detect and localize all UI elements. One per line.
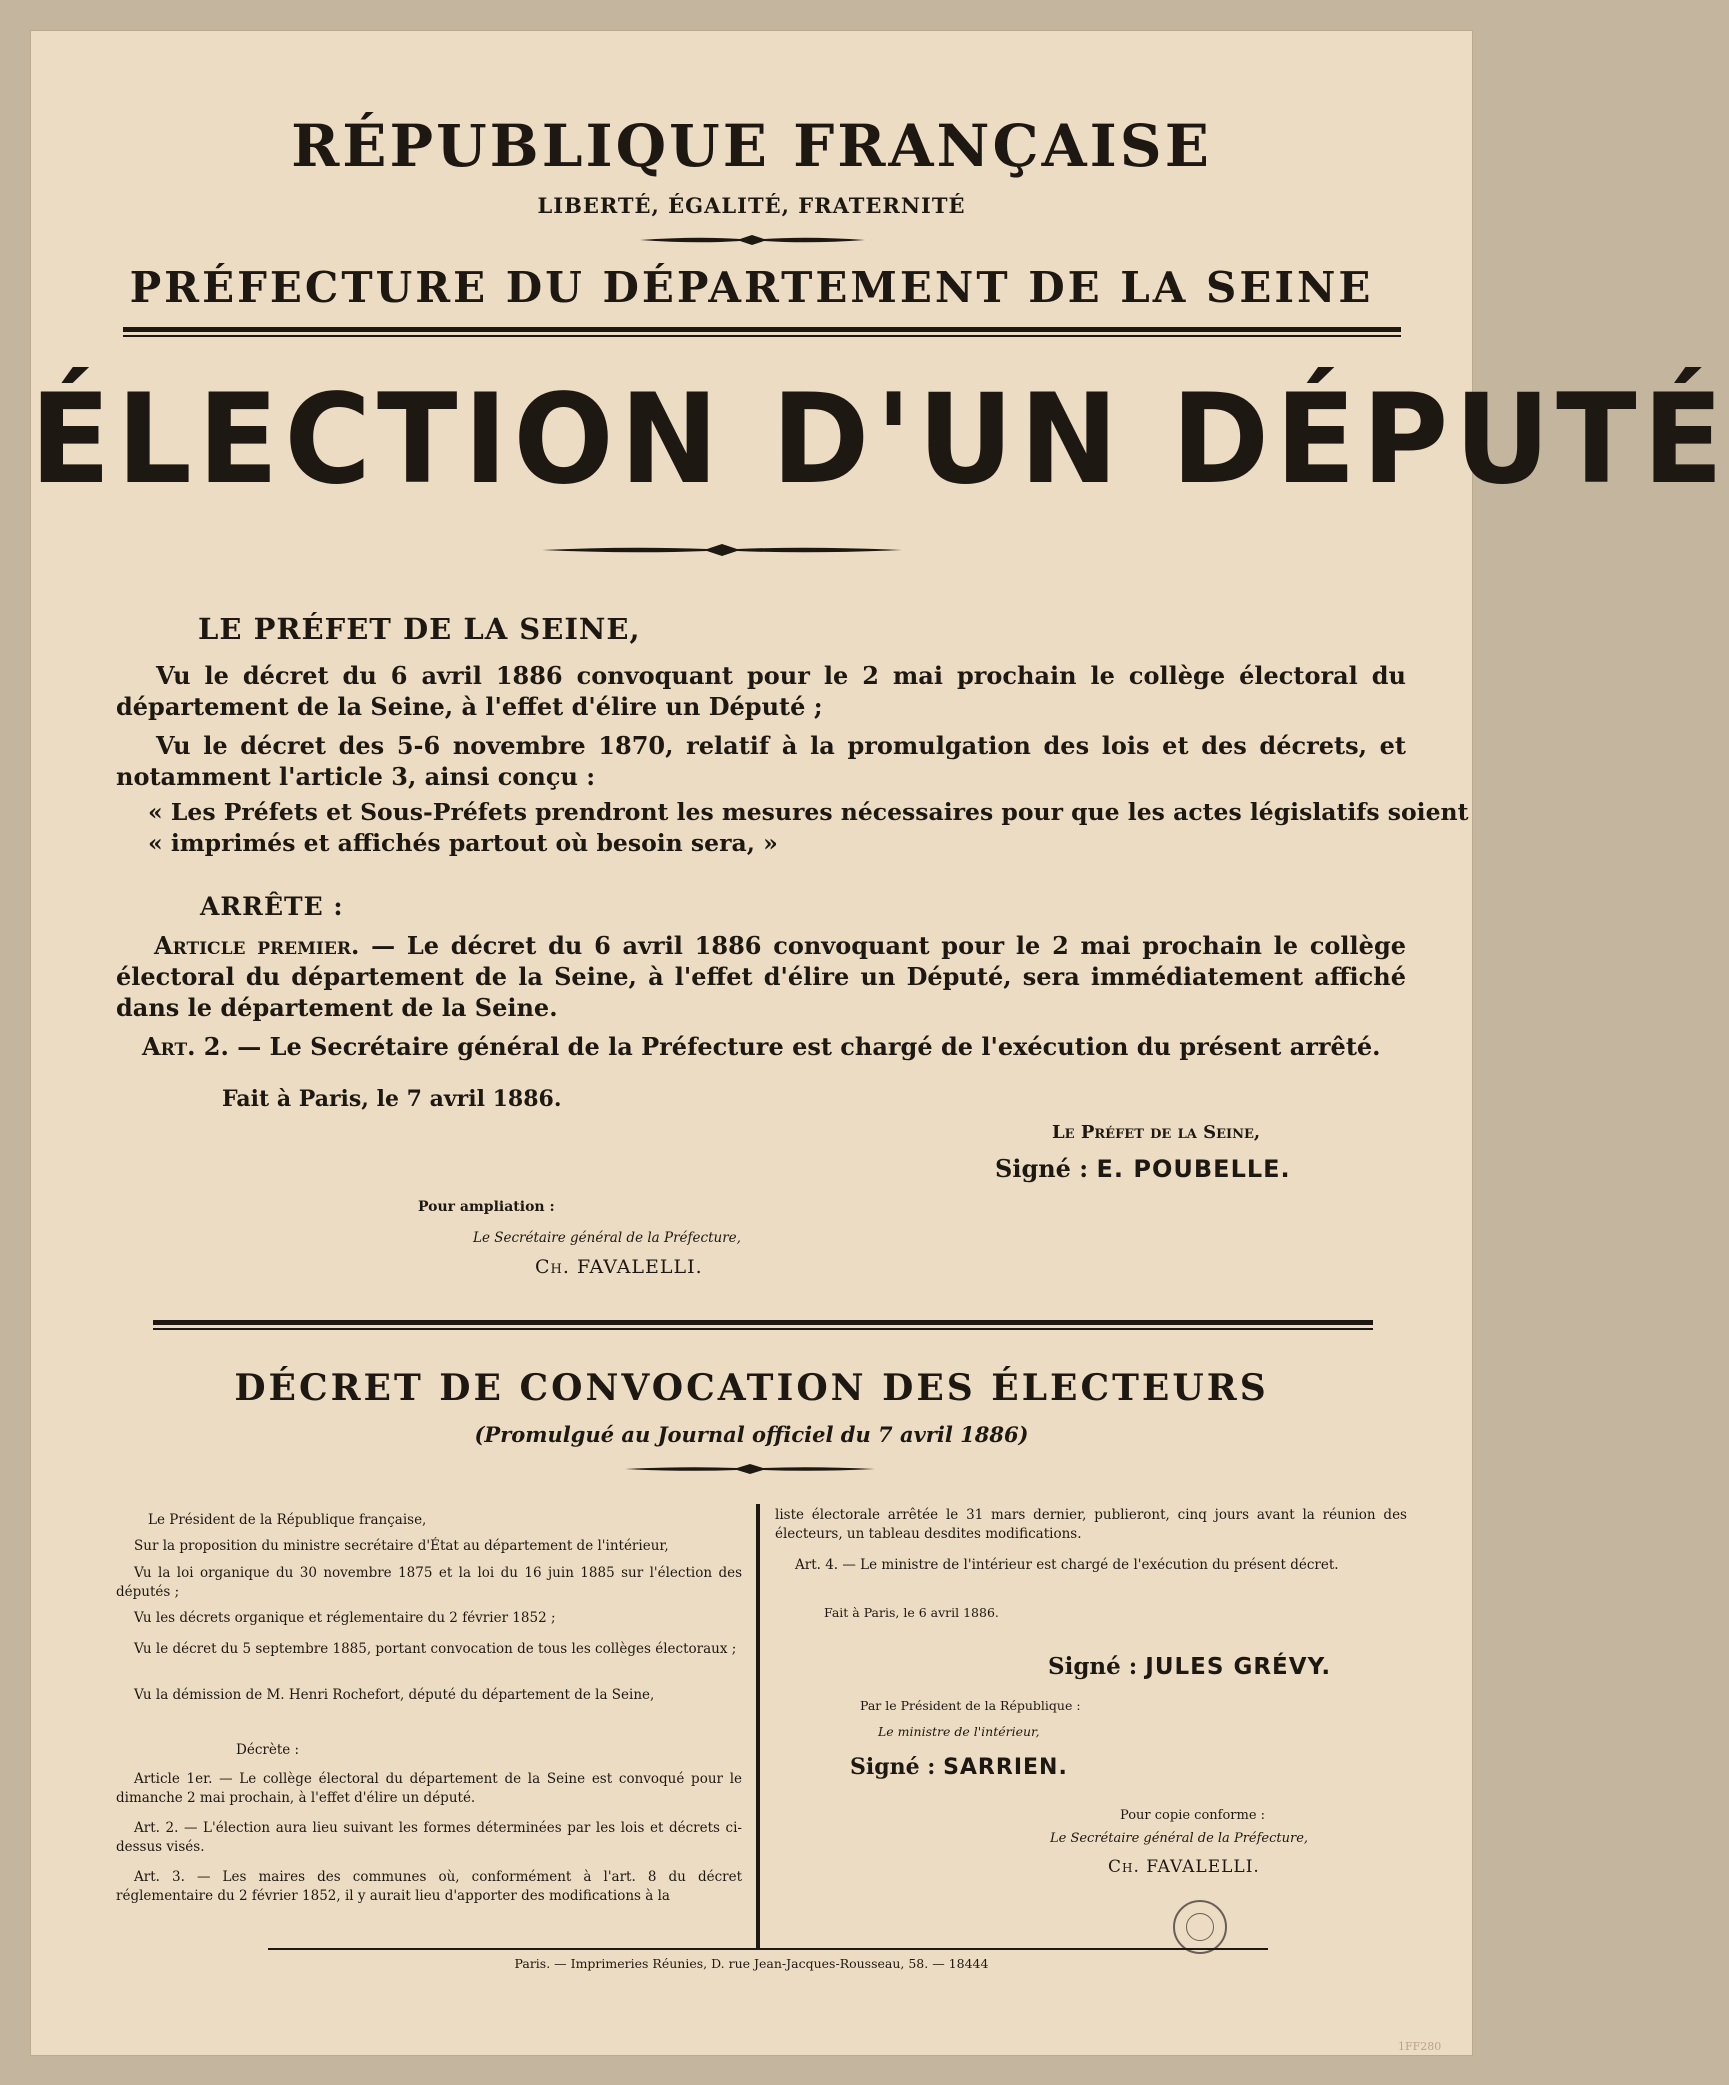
article-premier-label: Article premier.: [154, 931, 360, 960]
article-premier-text: — Le décret du 6 avril 1886 convoquant pour le 2 mai prochain le collège électoral du département de la Seine, à l'effet d'élire un Député, sera immédiatement affiché dans le département de la Seine.: [116, 931, 1406, 1022]
prefet-signature-title: Le Préfet de la Seine,: [1052, 1122, 1261, 1143]
decret-right-p1: liste électorale arrêtée le 31 mars dernier, publieront, cinq jours avant la réunion des électeurs, un tableau desdites modifications.: [775, 1507, 1407, 1542]
imprint-line: Paris. — Imprimeries Réunies, D. rue Jean-Jacques-Rousseau, 58. — 18444: [514, 1956, 989, 1971]
article-2: [142, 1032, 1381, 1061]
signe-label-grevy: Signé :: [1048, 1653, 1146, 1680]
archive-stamp: [1173, 1900, 1227, 1954]
footer-rule: [268, 1948, 1268, 1950]
decret-left-p4: Vu les décrets organique et réglementaire du 2 février 1852 ;: [134, 1610, 556, 1626]
secretaire-name-1: Ch. FAVALELLI.: [535, 1256, 703, 1278]
secretaire-title-1: Le Secrétaire général de la Préfecture,: [473, 1230, 741, 1246]
quote-line-2: « imprimés et affichés partout où besoin sera, »: [148, 829, 778, 857]
quote-line-1: « Les Préfets et Sous-Préfets prendront les mesures nécessaires pour que les actes législatifs soient: [148, 798, 1469, 826]
arrete-label: ARRÊTE :: [200, 892, 344, 921]
arrete-heading: LE PRÉFET DE LA SEINE,: [198, 612, 641, 646]
ornament-flourish-decret: [625, 1463, 875, 1475]
column-divider: [756, 1504, 760, 1950]
decret-left-p6: Vu la démission de M. Henri Rochefort, député du département de la Seine,: [134, 1687, 655, 1703]
archive-mark: 1FF280: [1398, 2040, 1442, 2053]
rule-thin-2: [153, 1328, 1373, 1330]
signature-name-grevy: JULES GRÉVY.: [1145, 1654, 1332, 1680]
poster: [30, 30, 1729, 2056]
decret-left-p5: Vu le décret du 5 septembre 1885, portant convocation de tous les collèges électoraux ;: [134, 1641, 737, 1657]
motto: LIBERTÉ, ÉGALITÉ, FRATERNITÉ: [537, 193, 966, 218]
decret-subtitle: (Promulgué au Journal officiel du 7 avril 1886): [474, 1422, 1029, 1447]
secretaire-title-2: Le Secrétaire général de la Préfecture,: [1050, 1831, 1309, 1846]
prefecture-heading: PRÉFECTURE DU DÉPARTEMENT DE LA SEINE: [129, 263, 1374, 312]
ministre-interieur: Le ministre de l'intérieur,: [878, 1724, 1040, 1739]
fait-date-decret: Fait à Paris, le 6 avril 1886.: [824, 1605, 999, 1620]
vu-paragraph-2: Vu le décret des 5-6 novembre 1870, relatif à la promulgation des lois et des décrets, et notamment l'article 3, ainsi conçu :: [116, 731, 1406, 791]
republic-heading: RÉPUBLIQUE FRANÇAISE: [291, 112, 1212, 180]
article-2-label: Art. 2.: [142, 1032, 229, 1061]
signature-name-sarrien: SARRIEN.: [943, 1755, 1068, 1780]
decret-article-3: Art. 3. — Les maires des communes où, conformément à l'art. 8 du décret réglementaire du 2 février 1852, il y aurait lieu d'apporter des modifications à la: [116, 1869, 742, 1904]
signe-label: Signé :: [995, 1154, 1097, 1183]
main-title: ÉLECTION D'UN DÉPUTÉ: [30, 366, 1729, 512]
ampliation-label: Pour ampliation :: [418, 1199, 555, 1215]
secretaire-name-2: Ch. FAVALELLI.: [1108, 1857, 1260, 1877]
vu-paragraph-1: Vu le décret du 6 avril 1886 convoquant pour le 2 mai prochain le collège électoral du département de la Seine, à l'effet d'élire un Député ;: [116, 661, 1406, 721]
decret-article-2: Art. 2. — L'élection aura lieu suivant les formes déterminées par les lois et décrets ci-dessus visés.: [116, 1820, 742, 1855]
decret-left-p2: Sur la proposition du ministre secrétaire d'État au département de l'intérieur,: [134, 1538, 669, 1554]
signe-label-sarrien: Signé :: [850, 1754, 944, 1780]
decret-title: DÉCRET DE CONVOCATION DES ÉLECTEURS: [234, 1367, 1269, 1409]
prefet-signature: [995, 1154, 1291, 1183]
signature-grevy: [1048, 1653, 1331, 1680]
rule-thin-1: [123, 335, 1401, 337]
decrete-label: Décrète :: [236, 1742, 300, 1758]
signature-poubelle: E. POUBELLE.: [1096, 1155, 1291, 1183]
decret-left-p3: Vu la loi organique du 30 novembre 1875 et la loi du 16 juin 1885 sur l'élection des députés ;: [116, 1565, 742, 1600]
rule-thick-2: [153, 1320, 1373, 1325]
ornament-flourish-top: [640, 233, 865, 247]
rule-thick-1: [123, 327, 1401, 332]
decret-article-4: Art. 4. — Le ministre de l'intérieur est chargé de l'exécution du présent décret.: [795, 1557, 1339, 1573]
decret-article-1: Article 1er. — Le collège électoral du département de la Seine est convoqué pour le dimanche 2 mai prochain, à l'effet d'élire un député.: [116, 1771, 742, 1806]
par-le-president: Par le Président de la République :: [860, 1698, 1081, 1713]
signature-sarrien: [850, 1754, 1068, 1780]
decret-left-p1: Le Président de la République française,: [148, 1512, 427, 1528]
copie-conforme: Pour copie conforme :: [1120, 1808, 1266, 1823]
article-2-text: — Le Secrétaire général de la Préfecture est chargé de l'exécution du présent arrêté.: [228, 1032, 1381, 1061]
fait-date-arrete: Fait à Paris, le 7 avril 1886.: [222, 1086, 562, 1112]
article-premier: [116, 930, 1406, 1023]
ornament-flourish-title: [542, 543, 902, 557]
